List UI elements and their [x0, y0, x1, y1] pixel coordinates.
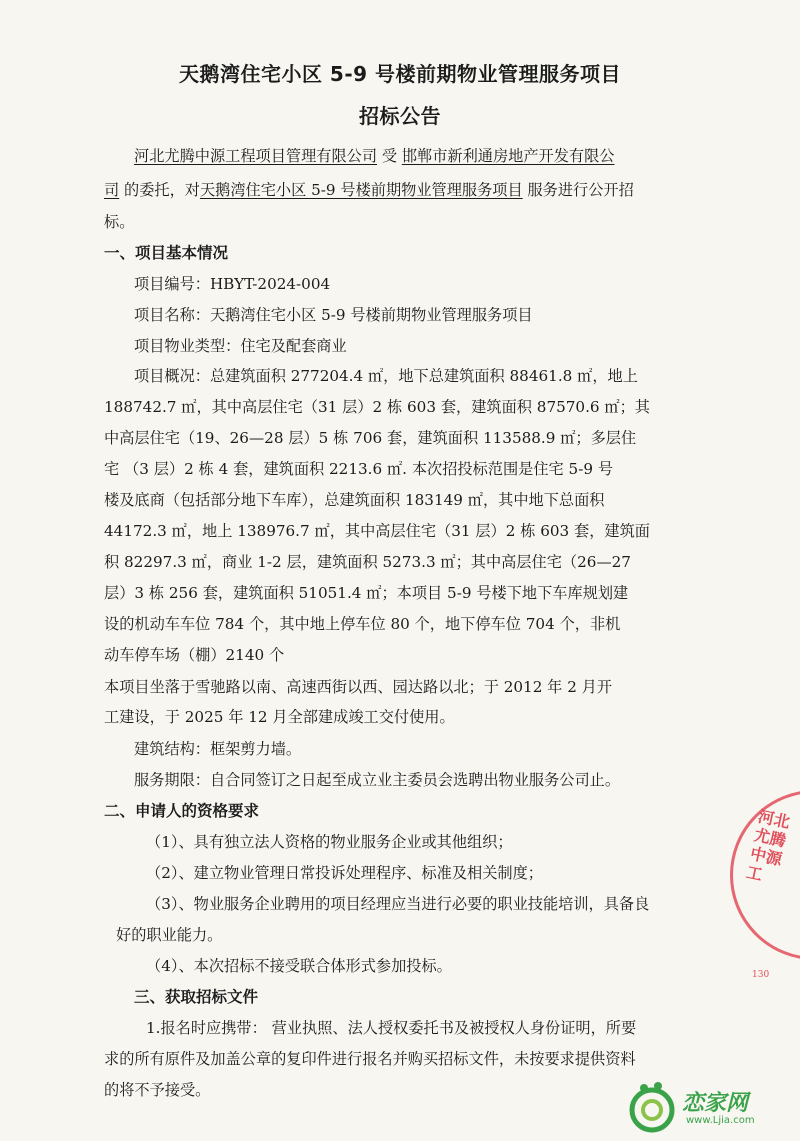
building-structure: 建筑结构：框架剪力墙。 — [134, 740, 302, 758]
overview-line: 44172.3 ㎡，地上 138976.7 ㎡，其中高层住宅（31 层）2 栋 603 套，建筑面 — [104, 522, 650, 540]
requirement-1: （1）、具有独立法人资格的物业服务企业或其他组织； — [146, 833, 513, 851]
overview-line: 积 82297.3 ㎡，商业 1-2 层，建筑面积 5273.3 ㎡；其中高层住宅（26—27 — [104, 553, 631, 571]
overview-line: 中高层住宅（19、26—28 层）5 栋 706 套，建筑面积 113588.9 ㎡；多层住 — [104, 429, 637, 447]
intro-line-2 — [104, 180, 634, 200]
project-name-underlined: 天鹅湾住宅小区 5-9 号楼前期物业管理服务项目 — [199, 181, 523, 199]
overview-line: 项目概况：总建筑面积 277204.4 ㎡，地下总建筑面积 88461.8 ㎡，地上 — [134, 367, 638, 385]
location-line: 工建设，于 2025 年 12 月全部建成竣工交付使用。 — [104, 708, 455, 726]
document-subtitle: 招标公告 — [359, 104, 441, 128]
intro-line-1 — [134, 146, 614, 166]
intro-shou: 受 — [381, 147, 398, 165]
watermark-url: www.Ljia.com — [686, 1115, 755, 1126]
company-seal-text: 河北尤腾中源工 — [744, 806, 792, 885]
overview-line: 楼及底商（包括部分地下车库），总建筑面积 183149 ㎡，其中地下总面积 — [104, 491, 605, 509]
watermark-name: 恋家网 — [682, 1091, 749, 1116]
section3-line: 求的所有原件及加盖公章的复印件进行报名并购买招标文件，未按要求提供资料 — [104, 1050, 636, 1068]
requirement-4: （4）、本次招标不接受联合体形式参加投标。 — [146, 957, 452, 975]
document-title: 天鹅湾住宅小区 5-9 号楼前期物业管理服务项目 — [178, 62, 622, 86]
section3-heading: 三、获取招标文件 — [134, 988, 259, 1006]
overview-line: 宅 （3 层）2 栋 4 套，建筑面积 2213.6 ㎡. 本次招投标范围是住宅 5-9 号 — [104, 460, 614, 478]
project-number: 项目编号：HBYT-2024-004 — [134, 275, 331, 293]
service-period: 服务期限：自合同签订之日起至成立业主委员会选聘出物业服务公司止。 — [134, 771, 620, 789]
section3-line: 1.报名时应携带： 营业执照、法人授权委托书及被授权人身份证明，所要 — [146, 1019, 637, 1037]
location-line: 本项目坐落于雪驰路以南、高速西街以西、园达路以北；于 2012 年 2 月开 — [104, 678, 613, 696]
property-type: 项目物业类型：住宅及配套商业 — [134, 337, 347, 355]
section3-line: 的将不予接受。 — [104, 1081, 211, 1099]
overview-line: 188742.7 ㎡，其中高层住宅（31 层）2 栋 603 套，建筑面积 87570.6 ㎡；其 — [104, 398, 650, 416]
overview-line: 层）3 栋 256 套，建筑面积 51051.4 ㎡；本项目 5-9 号楼下地下车库规划建 — [104, 584, 629, 602]
intro-line-3: 标。 — [104, 213, 135, 231]
section1-heading: 一、项目基本情况 — [104, 244, 229, 262]
overview-line: 设的机动车车位 784 个，其中地上停车位 80 个，地下停车位 704 个，非机 — [104, 615, 621, 633]
section2-heading: 二、申请人的资格要求 — [104, 802, 260, 820]
project-title-line: 项目名称：天鹅湾住宅小区 5-9 号楼前期物业管理服务项目 — [134, 306, 533, 324]
agent-company: 河北尤腾中源工程项目管理有限公司 — [134, 147, 377, 165]
intro-weituo: 的委托，对 — [124, 181, 200, 199]
client-company-end: 司 — [104, 181, 120, 199]
intro-tail: 服务进行公开招 — [527, 181, 634, 199]
overview-line: 动车停车场（棚）2140 个 — [104, 646, 285, 664]
seal-number: 130 — [752, 970, 770, 980]
client-company: 邯郸市新利通房地产开发有限公 — [401, 147, 615, 165]
requirement-2: （2）、建立物业管理日常投诉处理程序、标准及相关制度； — [146, 864, 543, 882]
requirement-3: （3）、物业服务企业聘用的项目经理应当进行必要的职业技能培训，具备良 — [146, 895, 650, 913]
requirement-3-cont: 好的职业能力。 — [116, 926, 223, 944]
